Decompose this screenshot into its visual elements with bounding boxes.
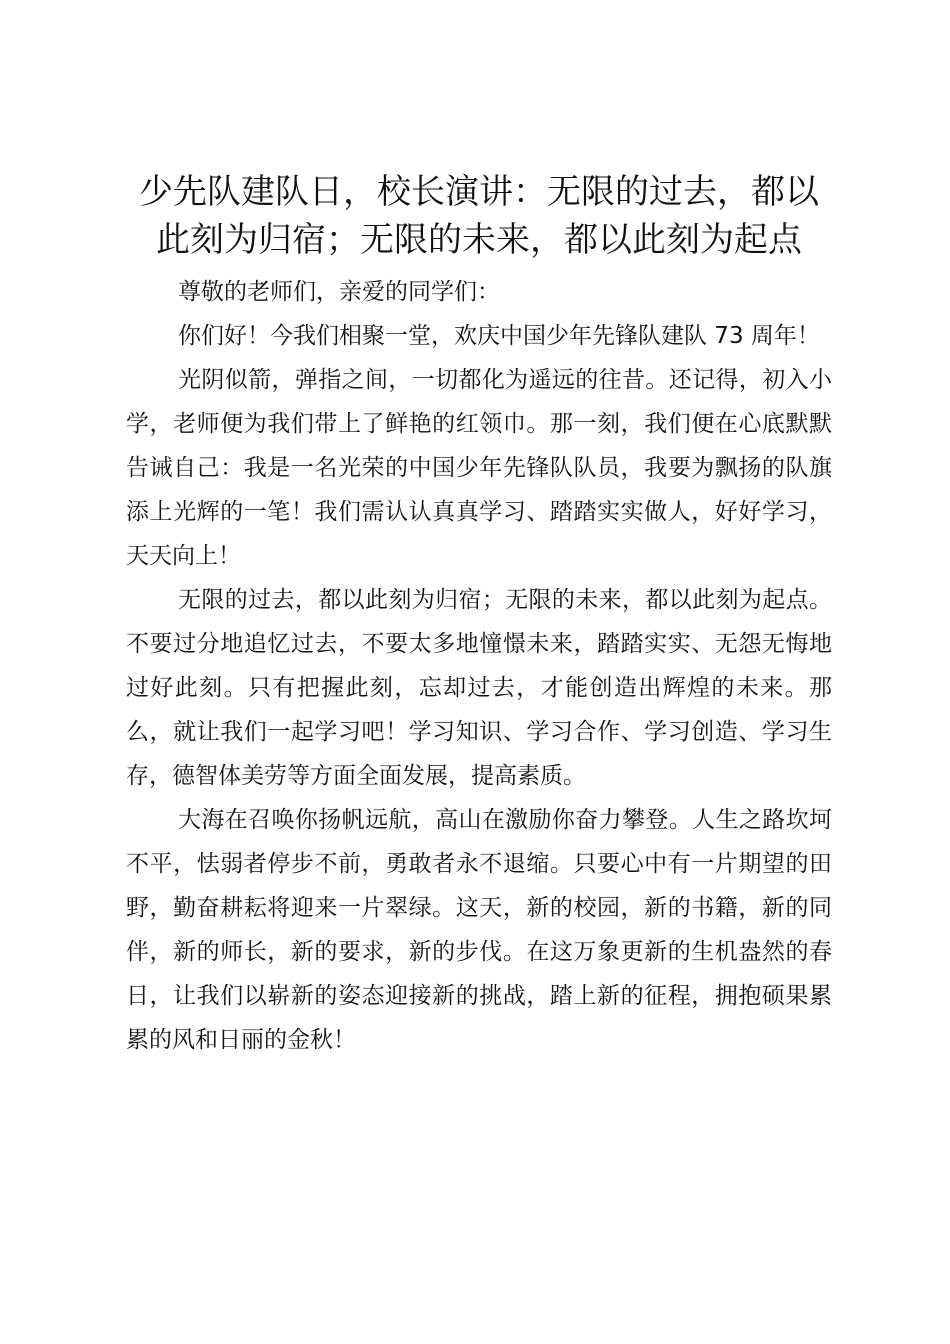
document-page <box>126 168 832 1062</box>
paragraph-present-moment: 无限的过去，都以此刻为归宿；无限的未来，都以此刻为起点。不要过分地追忆过去，不要太多地憧憬未来，踏踏实实、无怨无悔地过好此刻。只有把握此刻，忘却过去，才能创造出辉煌的未来。那么，就让我们一起学习吧！学习知识、学习合作、学习创造、学习生存，德智体美劳等方面全面发展，提高素质。 <box>126 587 832 789</box>
paragraph-memories: 光阴似箭，弹指之间，一切都化为遥远的往昔。还记得，初入小学，老师便为我们带上了鲜艳的红领巾。那一刻，我们便在心底默默告诫自己：我是一名光荣的中国少年先锋队队员，我要为飘扬的队旗添上光辉的一笔！我们需认认真真学习、踏踏实实做人，好好学习，天天向上！ <box>126 367 832 569</box>
paragraph-greeting: 你们好！今我们相聚一堂，欢庆中国少年先锋队建队 73 周年！ <box>178 323 820 349</box>
paragraph-salutation: 尊敬的老师们，亲爱的同学们： <box>178 279 500 305</box>
document-title: 少先队建队日，校长演讲：无限的过去，都以此刻为归宿；无限的未来，都以此刻为起点 <box>139 172 819 260</box>
paragraph-encouragement: 大海在召唤你扬帆远航，高山在激励你奋力攀登。人生之路坎坷不平，怯弱者停步不前，勇敢者永不退缩。只要心中有一片期望的田野，勤奋耕耘将迎来一片翠绿。这天，新的校园，新的书籍，新的同伴，新的师长，新的要求，新的步伐。在这万象更新的生机盎然的春日，让我们以崭新的姿态迎接新的挑战，踏上新的征程，拥抱硕果累累的风和日丽的金秋！ <box>126 807 832 1053</box>
